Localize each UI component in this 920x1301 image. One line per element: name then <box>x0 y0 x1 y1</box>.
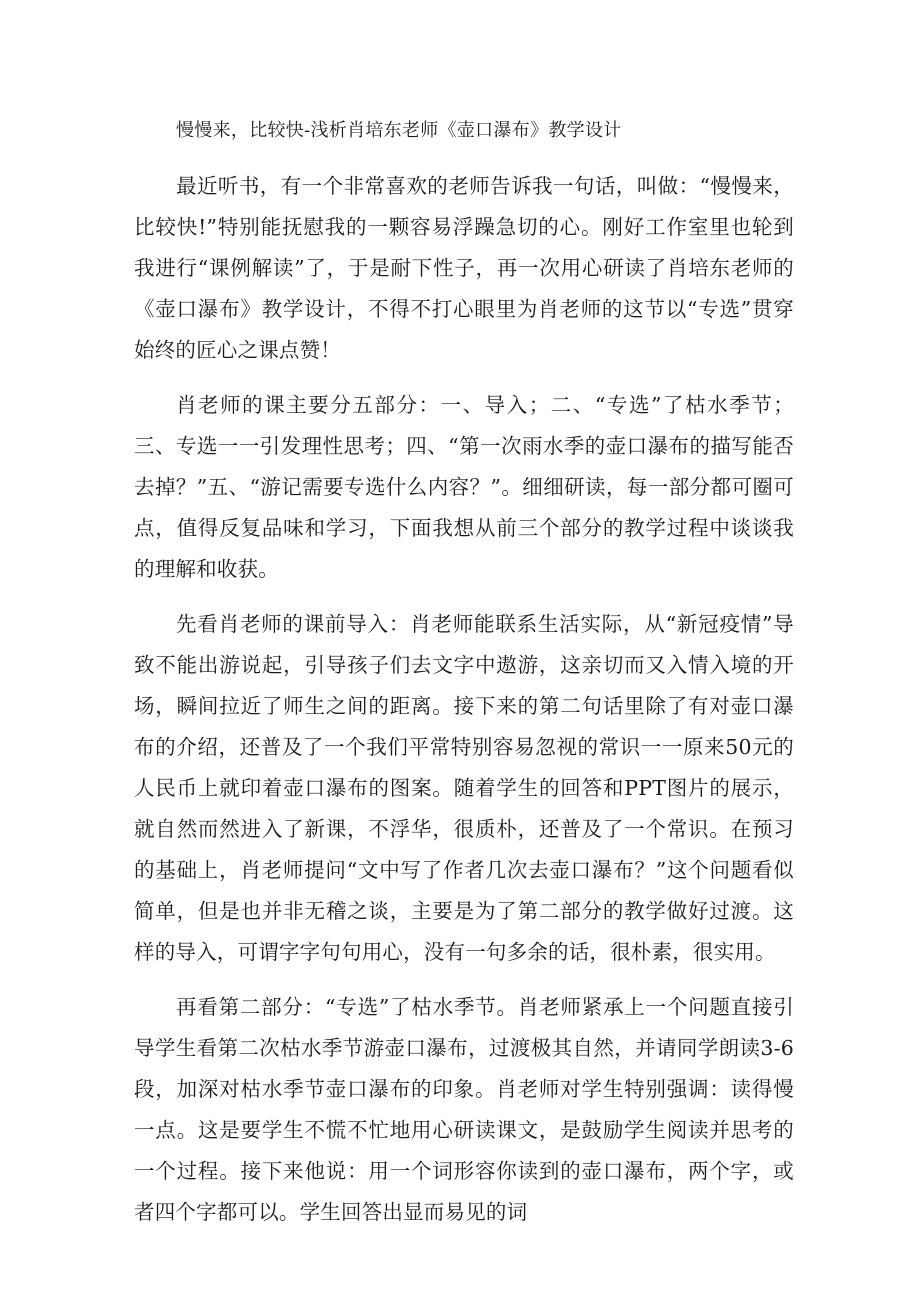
paragraph: 先看肖老师的课前导入：肖老师能联系生活实际，从“新冠疫情”导致不能出游说起，引导孩子们去文字中遨游，这亲切而又入情入境的开场，瞬间拉近了师生之间的距离。接下来的第二句话里除了有对壶口瀑布的介绍，还普及了一个我们平常特别容易忽视的常识一一原来50元的人民币上就印着壶口瀑布的图案。随着学生的回答和PPT图片的展示，就自然而然进入了新课，不浮华，很质朴，还普及了一个常识。在预习的基础上，肖老师提问“文中写了作者几次去壶口瀑布？”这个问题看似简单，但是也并非无稽之谈，主要是为了第二部分的教学做好过渡。这样的导入，可谓字字句句用心，没有一句多余的话，很朴素，很实用。 <box>134 612 794 964</box>
paragraph: 肖老师的课主要分五部分：一、导入；二、“专选”了枯水季节；三、专选一一引发理性思考；四、“第一次雨水季的壶口瀑布的描写能否去掉？”五、“游记需要专选什么内容？”。细细研读，每一部分都可圈可点，值得反复品味和学习，下面我想从前三个部分的教学过程中谈谈我的理解和收获。 <box>134 393 794 581</box>
paragraph: 再看第二部分：“专选”了枯水季节。肖老师紧承上一个问题直接引导学生看第二次枯水季节游壶口瀑布，过渡极其自然，并请同学朗读3-6段，加深对枯水季节壶口瀑布的印象。肖老师对学生特别强调：读得慢一点。这是要学生不慌不忙地用心研读课文，是鼓励学生阅读并思考的一个过程。接下来他说：用一个词形容你读到的壶口瀑布，两个字，或者四个字都可以。学生回答出显而易见的词 <box>134 995 794 1224</box>
document-title: 慢慢来，比较快-浅析肖培东老师《壶口瀑布》教学设计 <box>176 120 622 141</box>
paragraph: 最近听书，有一个非常喜欢的老师告诉我一句话，叫做：“慢慢来，比较快!”特别能抚慰我的一颗容易浮躁急切的心。刚好工作室里也轮到我进行“课例解读”了，于是耐下性子，再一次用心研读了肖培东老师的《壶口瀑布》教学设计，不得不打心眼里为肖老师的这节以“专选”贯穿始终的匠心之课点赞！ <box>134 174 794 362</box>
document-body <box>134 166 794 1247</box>
